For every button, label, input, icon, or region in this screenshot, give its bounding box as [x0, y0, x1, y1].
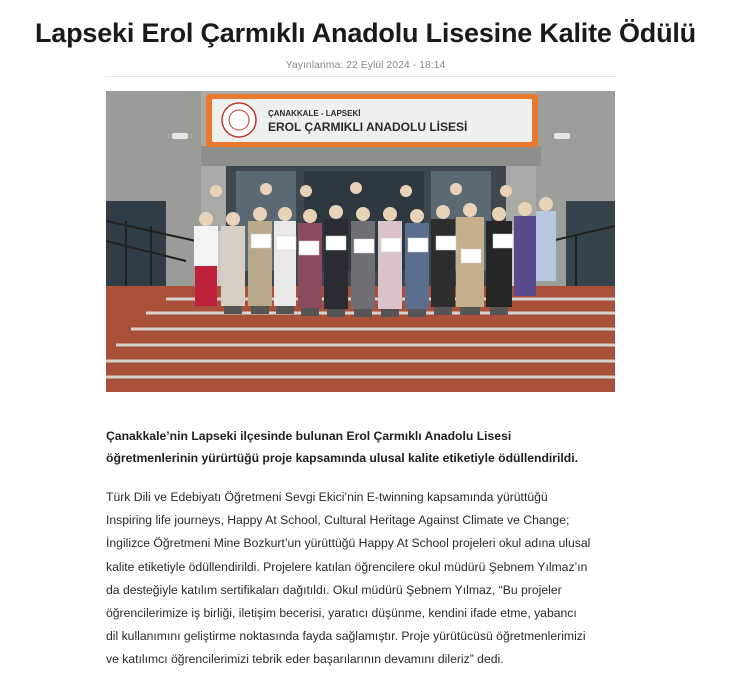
- publish-date: Yayınlanma: 22 Eylül 2024 - 18:14: [285, 59, 446, 71]
- lead-line: Çanakkale’nin Lapseki ilçesinde bulunan Erol Çarmıklı Anadolu Lisesi: [106, 429, 512, 443]
- lead-line: öğretmenlerinin yürürtüğü proje kapsamında ulusal kalite etiketiyle ödüllendirildi.: [106, 451, 579, 465]
- body-line: ve katılımcı öğrencilerimizi tebrik eder başarılarının devamını dileriz” dedi.: [106, 652, 504, 667]
- article-photo[interactable]: [106, 91, 615, 392]
- title-divider: [105, 76, 616, 77]
- article-lead: [106, 425, 618, 469]
- body-line: Türk Dili ve Edebiyatı Öğretmeni Sevgi Ekici’nin E-twinning kapsamında yürüttüğü: [106, 490, 548, 504]
- body-line: kalite etiketiyle ödüllendirildi. Projelere katılan öğrencilere okul müdürü Şebnem Yılmaz’ın: [106, 559, 588, 574]
- body-line: İngilizce Öğretmeni Mine Bozkurt’un yürüttüğü Happy At School projeleri okul adına ulusal: [106, 536, 591, 551]
- school-sign: [206, 94, 538, 147]
- body-line: Inspiring life journeys, Happy At School, Cultural Heritage Against Climate ve Change;: [106, 513, 570, 528]
- sign-line1: ÇANAKKALE - LAPSEKİ: [268, 109, 361, 118]
- article-body: [106, 486, 618, 672]
- body-line: dil kullanımını geliştirme noktasında fayda sağlamıştır. Proje yürütücüsü öğretmenlerimizi: [106, 629, 586, 644]
- article-title: Lapseki Erol Çarmıklı Anadolu Lisesine Kalite Ödülü: [35, 18, 696, 48]
- body-line: öğrencilerimize iş birliği, iletişim becerisi, yaratıcı düşünme, kendini ifade etme, yabancı: [106, 606, 577, 621]
- body-line: da desteğiyle katılım sertifikaları dağıtıldı. Okul müdürü Şebnem Yılmaz, “Bu projeler: [106, 582, 562, 597]
- sign-line2: EROL ÇARMIKLI ANADOLU LİSESİ: [268, 120, 468, 134]
